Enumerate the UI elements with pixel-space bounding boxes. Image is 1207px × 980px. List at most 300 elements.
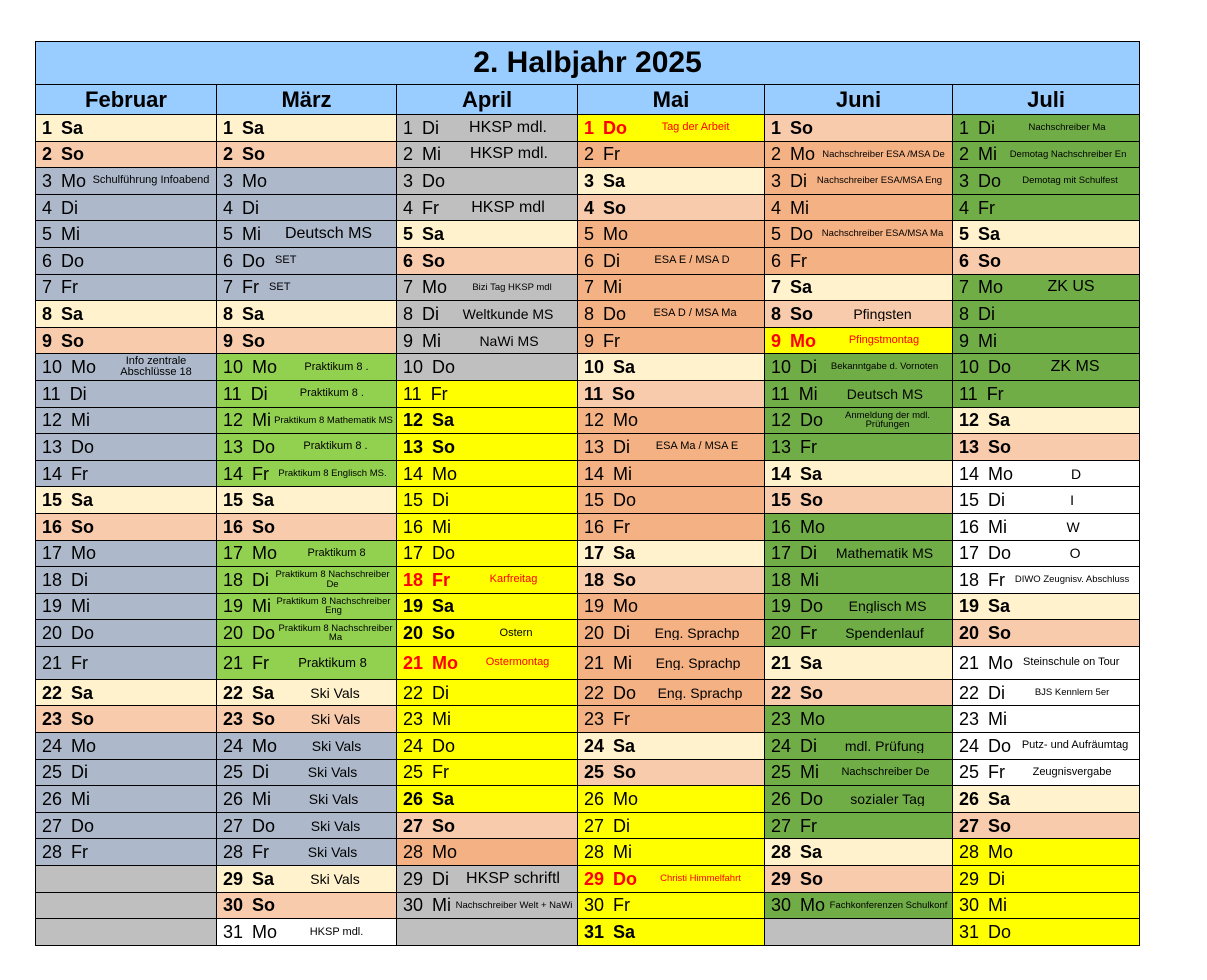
day-number: 21 bbox=[771, 652, 792, 673]
day-cell[interactable] bbox=[397, 866, 578, 893]
day-number: 27 bbox=[959, 815, 980, 836]
day-cell[interactable] bbox=[217, 733, 397, 760]
day-row bbox=[36, 194, 1140, 221]
day-number: 22 bbox=[42, 682, 63, 703]
day-cell[interactable] bbox=[397, 380, 578, 407]
weekday-label: Mi bbox=[252, 789, 272, 810]
day-cell[interactable] bbox=[578, 434, 765, 461]
day-cell[interactable] bbox=[953, 460, 1140, 487]
weekday-label: So bbox=[988, 623, 1012, 644]
day-cell[interactable] bbox=[397, 247, 578, 274]
day-cell[interactable] bbox=[217, 141, 397, 168]
day-cell[interactable] bbox=[36, 141, 217, 168]
day-cell[interactable] bbox=[217, 567, 397, 594]
weekday-label: Fr bbox=[432, 762, 450, 783]
day-cell[interactable] bbox=[953, 679, 1140, 706]
day-cell[interactable] bbox=[578, 919, 765, 946]
day-cell[interactable] bbox=[397, 567, 578, 594]
day-cell[interactable] bbox=[953, 487, 1140, 514]
weekday-label: Mo bbox=[613, 596, 639, 617]
day-cell[interactable] bbox=[217, 434, 397, 461]
day-number: 8 bbox=[771, 303, 782, 324]
day-cell[interactable] bbox=[953, 866, 1140, 893]
day-cell[interactable] bbox=[953, 115, 1140, 142]
day-cell[interactable] bbox=[953, 221, 1140, 248]
weekday-label: Sa bbox=[252, 868, 275, 889]
day-cell[interactable] bbox=[578, 786, 765, 813]
day-cell[interactable] bbox=[953, 327, 1140, 354]
day-cell[interactable] bbox=[36, 706, 217, 733]
event-note: Nachschreiber Ma bbox=[1028, 123, 1106, 133]
event-note: Deutsch MS bbox=[846, 386, 923, 401]
day-cell[interactable] bbox=[217, 919, 397, 946]
day-cell[interactable] bbox=[217, 540, 397, 567]
day-row bbox=[36, 620, 1140, 647]
day-cell[interactable] bbox=[765, 812, 953, 839]
day-cell[interactable] bbox=[953, 839, 1140, 866]
weekday-label: Di bbox=[988, 868, 1006, 889]
weekday-label: Sa bbox=[432, 789, 455, 810]
day-cell[interactable] bbox=[578, 540, 765, 567]
day-cell[interactable] bbox=[765, 434, 953, 461]
day-cell[interactable] bbox=[578, 301, 765, 328]
day-cell[interactable] bbox=[953, 513, 1140, 540]
weekday-label: Fr bbox=[790, 250, 808, 271]
day-cell[interactable] bbox=[36, 274, 217, 301]
event-note: SET bbox=[275, 255, 297, 267]
day-number: 27 bbox=[771, 815, 792, 836]
day-cell[interactable] bbox=[397, 115, 578, 142]
event-note: Ski Vals bbox=[311, 738, 362, 753]
weekday-label: Mo bbox=[988, 652, 1014, 673]
day-number: 14 bbox=[403, 463, 424, 484]
day-cell[interactable] bbox=[953, 759, 1140, 786]
day-cell[interactable] bbox=[953, 301, 1140, 328]
day-cell[interactable] bbox=[765, 593, 953, 620]
day-cell[interactable] bbox=[36, 460, 217, 487]
weekday-label: Sa bbox=[800, 842, 823, 863]
day-cell[interactable] bbox=[397, 168, 578, 195]
day-cell[interactable] bbox=[953, 646, 1140, 679]
day-cell[interactable] bbox=[397, 141, 578, 168]
day-cell[interactable] bbox=[397, 327, 578, 354]
day-cell[interactable] bbox=[217, 301, 397, 328]
weekday-label: So bbox=[242, 330, 266, 351]
day-number: 31 bbox=[959, 922, 980, 943]
day-cell[interactable] bbox=[578, 380, 765, 407]
weekday-label: So bbox=[613, 569, 637, 590]
day-cell[interactable] bbox=[578, 759, 765, 786]
day-cell[interactable] bbox=[36, 866, 217, 893]
day-cell[interactable] bbox=[36, 919, 217, 946]
day-cell[interactable] bbox=[578, 115, 765, 142]
weekday-label: Di bbox=[613, 815, 631, 836]
day-cell[interactable] bbox=[397, 221, 578, 248]
day-cell[interactable] bbox=[36, 194, 217, 221]
day-number: 20 bbox=[403, 623, 424, 644]
day-cell[interactable] bbox=[578, 679, 765, 706]
day-cell[interactable] bbox=[765, 706, 953, 733]
day-cell[interactable] bbox=[36, 247, 217, 274]
day-number: 14 bbox=[42, 463, 63, 484]
weekday-label: Fr bbox=[61, 277, 79, 298]
event-note: ESA Ma / MSA E bbox=[655, 441, 739, 453]
weekday-label: Do bbox=[242, 250, 266, 271]
day-cell[interactable] bbox=[36, 620, 217, 647]
event-note: Praktikum 8 Englisch MS. bbox=[278, 468, 387, 479]
day-cell[interactable] bbox=[217, 407, 397, 434]
day-cell[interactable] bbox=[578, 274, 765, 301]
day-cell[interactable] bbox=[36, 380, 217, 407]
day-cell[interactable] bbox=[765, 892, 953, 919]
day-cell[interactable] bbox=[578, 487, 765, 514]
day-number: 23 bbox=[959, 709, 980, 730]
day-cell[interactable] bbox=[217, 168, 397, 195]
day-number: 11 bbox=[42, 383, 61, 404]
day-cell[interactable] bbox=[217, 892, 397, 919]
weekday-label: Di bbox=[800, 543, 818, 564]
weekday-label: Fr bbox=[988, 762, 1006, 783]
event-note: Praktikum 8 bbox=[298, 656, 367, 670]
weekday-label: Mi bbox=[988, 895, 1008, 916]
day-cell[interactable] bbox=[217, 194, 397, 221]
day-cell[interactable] bbox=[765, 221, 953, 248]
day-cell[interactable] bbox=[578, 354, 765, 381]
day-cell[interactable] bbox=[765, 759, 953, 786]
weekday-label: Sa bbox=[432, 596, 455, 617]
weekday-label: Do bbox=[978, 170, 1002, 191]
weekday-label: Mi bbox=[613, 463, 633, 484]
day-cell[interactable] bbox=[217, 839, 397, 866]
day-cell[interactable] bbox=[953, 733, 1140, 760]
day-cell[interactable] bbox=[397, 892, 578, 919]
day-cell[interactable] bbox=[765, 540, 953, 567]
day-cell[interactable] bbox=[765, 733, 953, 760]
weekday-label: Fr bbox=[71, 463, 89, 484]
day-cell[interactable] bbox=[217, 221, 397, 248]
day-cell[interactable] bbox=[397, 540, 578, 567]
day-cell[interactable] bbox=[765, 646, 953, 679]
day-cell[interactable] bbox=[36, 513, 217, 540]
day-number: 28 bbox=[403, 842, 424, 863]
day-cell[interactable] bbox=[36, 567, 217, 594]
weekday-label: Mi bbox=[432, 895, 452, 916]
day-cell[interactable] bbox=[765, 620, 953, 647]
day-cell[interactable] bbox=[397, 620, 578, 647]
day-cell[interactable] bbox=[578, 407, 765, 434]
day-cell[interactable] bbox=[397, 759, 578, 786]
weekday-label: Mi bbox=[800, 569, 820, 590]
day-cell[interactable] bbox=[765, 679, 953, 706]
weekday-label: So bbox=[242, 144, 266, 165]
weekday-label: Sa bbox=[613, 357, 636, 378]
day-cell[interactable] bbox=[578, 247, 765, 274]
day-cell[interactable] bbox=[217, 706, 397, 733]
day-number: 5 bbox=[403, 224, 414, 245]
day-cell[interactable] bbox=[36, 221, 217, 248]
event-note: D bbox=[1070, 466, 1082, 481]
weekday-label: Sa bbox=[61, 117, 84, 138]
event-note: HKSP mdl bbox=[471, 199, 545, 216]
day-cell[interactable] bbox=[36, 786, 217, 813]
day-cell[interactable] bbox=[36, 407, 217, 434]
day-cell[interactable] bbox=[578, 513, 765, 540]
day-cell[interactable] bbox=[765, 141, 953, 168]
weekday-label: Do bbox=[252, 436, 276, 457]
event-note: Ski Vals bbox=[310, 818, 361, 833]
weekday-label: Sa bbox=[613, 922, 636, 943]
weekday-label: Mi bbox=[432, 709, 452, 730]
weekday-label: Di bbox=[252, 569, 270, 590]
day-number: 18 bbox=[959, 569, 980, 590]
day-cell[interactable] bbox=[578, 706, 765, 733]
day-cell[interactable] bbox=[217, 115, 397, 142]
event-note: Ski Vals bbox=[310, 712, 361, 727]
day-cell[interactable] bbox=[765, 354, 953, 381]
day-cell[interactable] bbox=[578, 593, 765, 620]
day-cell[interactable] bbox=[397, 301, 578, 328]
day-number: 29 bbox=[584, 868, 605, 889]
day-cell[interactable] bbox=[578, 620, 765, 647]
day-cell[interactable] bbox=[36, 540, 217, 567]
weekday-label: Mo bbox=[613, 789, 639, 810]
day-cell[interactable] bbox=[36, 759, 217, 786]
day-number: 21 bbox=[584, 652, 605, 673]
day-cell[interactable] bbox=[397, 812, 578, 839]
day-number: 7 bbox=[959, 277, 970, 298]
event-note: DIWO Zeugnisv. Abschluss bbox=[1014, 575, 1130, 585]
day-cell[interactable] bbox=[578, 168, 765, 195]
day-cell[interactable] bbox=[217, 866, 397, 893]
day-cell[interactable] bbox=[217, 620, 397, 647]
weekday-label: Mi bbox=[71, 410, 91, 431]
day-cell[interactable] bbox=[36, 327, 217, 354]
day-number: 19 bbox=[223, 596, 244, 617]
event-note: BJS Kennlern 5er bbox=[1034, 687, 1110, 698]
day-cell[interactable] bbox=[578, 194, 765, 221]
day-cell[interactable] bbox=[953, 194, 1140, 221]
day-number: 10 bbox=[959, 357, 980, 378]
day-cell[interactable] bbox=[397, 646, 578, 679]
day-number: 12 bbox=[223, 410, 244, 431]
day-cell[interactable] bbox=[217, 487, 397, 514]
day-number: 3 bbox=[403, 170, 414, 191]
weekday-label: So bbox=[613, 762, 637, 783]
day-cell[interactable] bbox=[765, 274, 953, 301]
day-cell[interactable] bbox=[765, 786, 953, 813]
day-cell[interactable] bbox=[953, 540, 1140, 567]
day-number: 16 bbox=[42, 516, 63, 537]
day-cell[interactable] bbox=[217, 247, 397, 274]
weekday-label: Mi bbox=[252, 596, 272, 617]
day-cell[interactable] bbox=[36, 646, 217, 679]
day-cell[interactable] bbox=[397, 487, 578, 514]
day-cell[interactable] bbox=[36, 733, 217, 760]
day-cell[interactable] bbox=[36, 679, 217, 706]
day-cell[interactable] bbox=[953, 892, 1140, 919]
day-cell[interactable] bbox=[397, 460, 578, 487]
day-cell[interactable] bbox=[217, 786, 397, 813]
day-cell[interactable] bbox=[765, 115, 953, 142]
day-cell[interactable] bbox=[765, 866, 953, 893]
day-number: 17 bbox=[959, 543, 980, 564]
weekday-label: Fr bbox=[613, 709, 631, 730]
day-cell[interactable] bbox=[953, 706, 1140, 733]
day-number: 8 bbox=[223, 303, 234, 324]
day-cell[interactable] bbox=[397, 839, 578, 866]
day-cell[interactable] bbox=[578, 646, 765, 679]
weekday-label: Di bbox=[432, 868, 450, 889]
day-number: 25 bbox=[223, 762, 244, 783]
day-row bbox=[36, 407, 1140, 434]
event-note: Putz- und Aufräumtag bbox=[1021, 740, 1129, 752]
weekday-label: Do bbox=[603, 303, 627, 324]
day-cell[interactable] bbox=[36, 301, 217, 328]
day-cell[interactable] bbox=[953, 274, 1140, 301]
day-cell[interactable] bbox=[397, 706, 578, 733]
day-cell[interactable] bbox=[765, 380, 953, 407]
day-cell[interactable] bbox=[217, 327, 397, 354]
day-cell[interactable] bbox=[953, 380, 1140, 407]
day-cell[interactable] bbox=[217, 513, 397, 540]
weekday-label: So bbox=[71, 516, 95, 537]
day-cell[interactable] bbox=[953, 434, 1140, 461]
day-cell[interactable] bbox=[765, 460, 953, 487]
weekday-label: Fr bbox=[252, 463, 270, 484]
day-cell[interactable] bbox=[765, 301, 953, 328]
day-cell[interactable] bbox=[36, 434, 217, 461]
day-number: 12 bbox=[403, 410, 424, 431]
day-cell[interactable] bbox=[953, 168, 1140, 195]
weekday-label: Sa bbox=[800, 463, 823, 484]
day-cell[interactable] bbox=[578, 141, 765, 168]
weekday-label: Mo bbox=[252, 735, 278, 756]
day-cell[interactable] bbox=[953, 593, 1140, 620]
day-cell[interactable] bbox=[217, 759, 397, 786]
day-cell[interactable] bbox=[397, 354, 578, 381]
day-cell[interactable] bbox=[765, 168, 953, 195]
day-number: 1 bbox=[42, 117, 53, 138]
day-cell[interactable] bbox=[953, 919, 1140, 946]
day-cell[interactable] bbox=[578, 839, 765, 866]
weekday-label: Mo bbox=[790, 330, 817, 351]
weekday-label: Sa bbox=[71, 682, 94, 703]
day-cell[interactable] bbox=[953, 141, 1140, 168]
day-cell[interactable] bbox=[578, 866, 765, 893]
day-cell[interactable] bbox=[36, 168, 217, 195]
weekday-label: Fr bbox=[986, 383, 1004, 404]
day-cell[interactable] bbox=[578, 460, 765, 487]
day-cell[interactable] bbox=[36, 812, 217, 839]
day-cell[interactable] bbox=[765, 839, 953, 866]
month-header-0: Februar bbox=[36, 85, 217, 115]
weekday-label: Mo bbox=[800, 516, 826, 537]
day-number: 25 bbox=[403, 762, 424, 783]
day-cell[interactable] bbox=[765, 567, 953, 594]
day-cell[interactable] bbox=[765, 407, 953, 434]
day-cell[interactable] bbox=[765, 194, 953, 221]
day-cell[interactable] bbox=[953, 620, 1140, 647]
day-cell[interactable] bbox=[217, 679, 397, 706]
day-cell[interactable] bbox=[578, 733, 765, 760]
day-number: 28 bbox=[771, 842, 792, 863]
day-number: 18 bbox=[42, 569, 63, 590]
day-row bbox=[36, 866, 1140, 893]
day-cell[interactable] bbox=[217, 593, 397, 620]
day-cell[interactable] bbox=[397, 194, 578, 221]
day-cell[interactable] bbox=[953, 786, 1140, 813]
event-note: Weltkunde MS bbox=[462, 306, 554, 321]
weekday-label: So bbox=[432, 815, 456, 836]
day-cell[interactable] bbox=[217, 274, 397, 301]
day-row bbox=[36, 646, 1140, 679]
day-cell[interactable] bbox=[953, 407, 1140, 434]
day-cell[interactable] bbox=[765, 487, 953, 514]
day-cell[interactable] bbox=[36, 487, 217, 514]
day-cell[interactable] bbox=[765, 919, 953, 946]
day-cell[interactable] bbox=[578, 812, 765, 839]
weekday-label: So bbox=[790, 303, 814, 324]
day-cell[interactable] bbox=[578, 327, 765, 354]
weekday-label: Fr bbox=[988, 569, 1006, 590]
day-cell[interactable] bbox=[397, 513, 578, 540]
day-cell[interactable] bbox=[217, 812, 397, 839]
day-number: 23 bbox=[771, 709, 792, 730]
day-cell[interactable] bbox=[36, 354, 217, 381]
day-cell[interactable] bbox=[397, 434, 578, 461]
event-note: Praktikum 8 Nachschreiber Eng bbox=[276, 596, 391, 616]
weekday-label: Sa bbox=[978, 224, 1001, 245]
day-cell[interactable] bbox=[36, 892, 217, 919]
day-cell[interactable] bbox=[578, 892, 765, 919]
day-cell[interactable] bbox=[217, 354, 397, 381]
weekday-label: Fr bbox=[71, 652, 89, 673]
day-cell[interactable] bbox=[397, 679, 578, 706]
day-cell[interactable] bbox=[765, 513, 953, 540]
day-number: 21 bbox=[42, 652, 63, 673]
day-row bbox=[36, 679, 1140, 706]
day-cell[interactable] bbox=[217, 460, 397, 487]
day-cell[interactable] bbox=[765, 247, 953, 274]
day-cell[interactable] bbox=[578, 221, 765, 248]
day-cell[interactable] bbox=[953, 812, 1140, 839]
day-cell[interactable] bbox=[217, 646, 397, 679]
day-cell[interactable] bbox=[36, 115, 217, 142]
weekday-label: Do bbox=[790, 224, 814, 245]
day-number: 4 bbox=[584, 197, 595, 218]
day-cell[interactable] bbox=[578, 567, 765, 594]
day-cell[interactable] bbox=[765, 327, 953, 354]
day-cell[interactable] bbox=[397, 919, 578, 946]
day-cell[interactable] bbox=[953, 354, 1140, 381]
day-cell[interactable] bbox=[36, 839, 217, 866]
day-number: 25 bbox=[959, 762, 980, 783]
day-cell[interactable] bbox=[217, 380, 397, 407]
day-cell[interactable] bbox=[397, 733, 578, 760]
day-cell[interactable] bbox=[397, 407, 578, 434]
weekday-label: Mo bbox=[242, 170, 268, 191]
day-cell[interactable] bbox=[397, 786, 578, 813]
weekday-label: Fr bbox=[422, 197, 440, 218]
weekday-label: Mi bbox=[252, 410, 272, 431]
day-cell[interactable] bbox=[397, 274, 578, 301]
day-number: 25 bbox=[771, 762, 792, 783]
weekday-label: Di bbox=[603, 250, 621, 271]
day-cell[interactable] bbox=[953, 247, 1140, 274]
day-cell[interactable] bbox=[36, 593, 217, 620]
day-cell[interactable] bbox=[397, 593, 578, 620]
day-cell[interactable] bbox=[953, 567, 1140, 594]
